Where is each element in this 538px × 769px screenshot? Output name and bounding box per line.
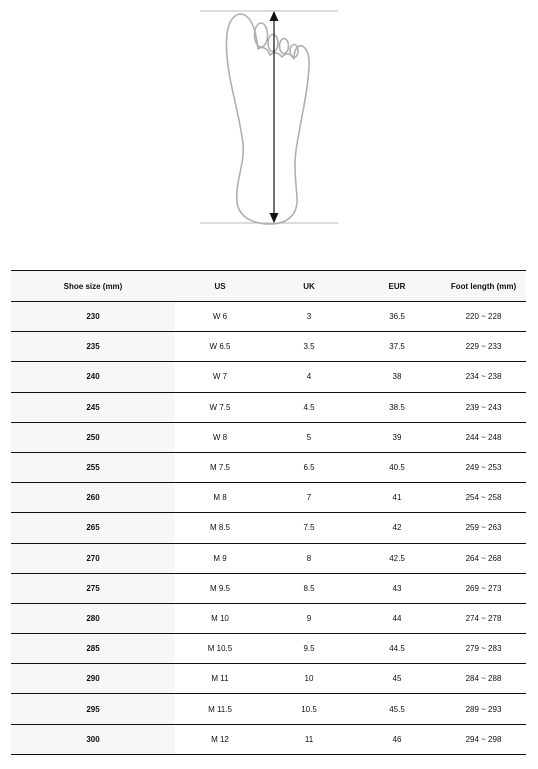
shoe-size-cell: 295 [11,694,175,724]
eur-size-cell: 44 [392,613,402,623]
shoe-size-cell: 250 [11,422,175,452]
table-row [11,573,526,603]
foot-length-cell: 284 ~ 288 [465,674,502,684]
us-size-cell: W 6 [212,312,228,322]
header-uk: UK [265,271,353,302]
us-size-cell: M 11.5 [208,704,232,714]
eur-size-cell: 38.5 [389,402,405,412]
header-foot-length: Foot length (mm) [441,271,526,302]
us-size-cell: M 10 [211,613,229,623]
table-row [11,694,526,724]
us-size-cell: M 8 [213,493,227,503]
uk-size-cell: 11 [304,734,314,744]
uk-size-cell: 3.5 [303,342,315,352]
eur-size-cell: 45 [392,674,402,684]
shoe-size-cell: 255 [11,452,175,482]
foot-length-cell: 269 ~ 273 [465,583,502,593]
uk-size-cell: 10 [304,674,314,684]
table-row [11,513,526,543]
eur-size-cell: 37.5 [389,342,405,352]
table-row [11,664,526,694]
header-eur: EUR [353,271,441,302]
table-row [11,392,526,422]
eur-size-cell: 42 [392,523,402,533]
foot-length-cell: 289 ~ 293 [465,704,502,714]
uk-size-cell: 8.5 [303,583,315,593]
shoe-size-cell: 290 [11,664,175,694]
us-size-cell: W 6.5 [209,342,231,352]
arrow-head-bottom [270,213,279,223]
header-us: US [175,271,265,302]
foot-length-cell: 244 ~ 248 [465,432,502,442]
foot-length-cell: 229 ~ 233 [465,342,502,352]
eur-size-cell: 41 [392,493,402,503]
uk-size-cell: 7.5 [303,523,315,533]
foot-length-cell: 249 ~ 253 [465,463,502,473]
shoe-size-cell: 230 [11,302,175,332]
eur-size-cell: 42.5 [389,553,405,563]
us-size-cell: M 10.5 [207,644,233,654]
table-row [11,452,526,482]
foot-length-cell: 220 ~ 228 [465,312,502,322]
table-row [11,362,526,392]
table-row [11,724,526,754]
us-size-cell: M 9 [213,553,227,563]
shoe-size-cell: 285 [11,634,175,664]
us-size-cell: M 9.5 [209,583,230,593]
eur-size-cell: 45.5 [389,704,405,714]
table-row [11,332,526,362]
table-row [11,422,526,452]
table-row [11,483,526,513]
arrow-head-top [270,11,279,21]
uk-size-cell: 4 [306,372,312,382]
shoe-size-cell: 235 [11,332,175,362]
second-toe [268,35,278,52]
shoe-size-cell: 270 [11,543,175,573]
third-toe [280,39,289,54]
eur-size-cell: 38 [392,372,402,382]
us-size-cell: W 8 [212,432,228,442]
table-row [11,603,526,633]
foot-length-cell: 259 ~ 263 [465,523,502,533]
uk-size-cell: 6.5 [303,463,315,473]
uk-size-cell: 9 [306,613,312,623]
us-size-cell: M 7.5 [209,463,230,473]
uk-size-cell: 3 [306,312,312,322]
us-size-cell: M 12 [211,734,229,744]
us-size-cell: M 8.5 [209,523,230,533]
shoe-size-cell: 260 [11,483,175,513]
header-shoe-size: Shoe size (mm) [11,271,175,302]
shoe-size-cell: 245 [11,392,175,422]
foot-length-cell: 274 ~ 278 [465,613,502,623]
shoe-size-cell: 240 [11,362,175,392]
uk-size-cell: 8 [306,553,312,563]
eur-size-cell: 39 [392,432,402,442]
eur-size-cell: 43 [392,583,402,593]
table-header-row [11,271,526,302]
us-size-cell: W 7 [212,372,228,382]
shoe-size-cell: 280 [11,603,175,633]
uk-size-cell: 4.5 [303,402,315,412]
foot-length-cell: 254 ~ 258 [465,493,502,503]
foot-length-cell: 264 ~ 268 [465,553,502,563]
us-size-cell: W 7.5 [209,402,231,412]
foot-length-icon [196,4,342,228]
eur-size-cell: 46 [392,734,402,744]
shoe-size-cell: 275 [11,573,175,603]
us-size-cell: M 11 [211,674,229,684]
uk-size-cell: 7 [306,493,312,503]
shoe-size-cell: 300 [11,724,175,754]
uk-size-cell: 5 [306,432,312,442]
foot-length-cell: 239 ~ 243 [465,402,502,412]
shoe-size-table [11,270,526,755]
foot-length-cell: 279 ~ 283 [465,644,502,654]
shoe-size-cell: 265 [11,513,175,543]
eur-size-cell: 40.5 [389,463,405,473]
table-row [11,543,526,573]
table-row [11,634,526,664]
foot-length-cell: 234 ~ 238 [465,372,502,382]
uk-size-cell: 9.5 [303,644,315,654]
foot-length-diagram [196,4,342,228]
foot-length-cell: 294 ~ 298 [465,734,502,744]
eur-size-cell: 36.5 [389,312,405,322]
table-row [11,302,526,332]
uk-size-cell: 10.5 [301,704,317,714]
eur-size-cell: 44.5 [389,644,405,654]
